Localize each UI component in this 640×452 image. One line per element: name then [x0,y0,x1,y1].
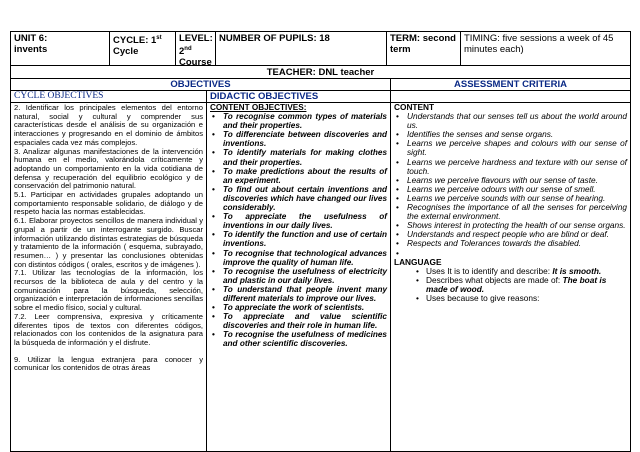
objectives-heading [11,78,390,90]
language-text: Uses It is to identify and describe: [426,265,551,276]
term-cell [386,32,460,65]
unit-value: invents [14,44,48,55]
content-criteria [394,112,627,257]
assessment-subheading-blank [390,90,630,102]
content-criterion: • Learns we perceive odours with our sense of smell. [407,185,627,194]
cycle-objective: 7.2. Leer comprensiva, expresiva y críticamente diferentes tipos de textos con diferentes códigos, relacionados con los contenidos de la asignatura para la búsqueda de información y el disfrute. [14,311,203,347]
didactic-item: • To identify materials for making clothes and their properties. [223,148,387,166]
language-criteria [394,267,627,303]
timing-cell [460,32,630,65]
didactic-item: • To recognise the usefulness of medicines and other scientific discoveries. [223,330,387,348]
level-value: Course [179,57,212,65]
content-criterion: • Identifies the senses and sense organs. [407,130,627,139]
didactic-objectives-heading-text: DIDACTIC OBJECTIVES [210,91,319,102]
objectives-heading-text: OBJECTIVES [170,79,231,90]
cycle-objectives-list [11,102,206,451]
cycle-value: Cycle [113,46,139,58]
content-criterion: • Learns we perceive hardness and texture with our sense of touch. [407,158,627,176]
cycle-objective: 2. Identificar los principales elementos del entorno natural, social y cultural y comprender sus características desde el análisis de su organización e interacciones y progresando en el dominio de ámbitos espaciales cada vez más complejos. [14,103,203,147]
timing-text: TIMING: five sessions a week of 45 minutes each) [464,33,614,55]
didactic-item: • To appreciate the usefulness of inventions in our daily lives. [223,212,387,230]
content-criterion: • Learns we perceive shapes and colours with our sense of sight. [407,139,627,157]
content-criterion: • Respects and Tolerances towards the disabled. [407,239,627,248]
didactic-items [210,112,387,348]
didactic-item: • To appreciate the work of scientists. [223,303,387,312]
assessment-heading-text: ASSESSMENT CRITERIA [454,79,567,90]
cycle-objectives-heading-text: CYCLE OBJECTIVES [14,91,104,101]
lesson-plan-table [10,31,631,452]
didactic-item: • To find out about certain inventions and discoveries which have changed our lives considerably. [223,185,387,212]
term-value: term [390,44,411,55]
cycle-label: CYCLE: 1st [113,35,162,47]
language-example: The boat is made of wood. [426,274,607,294]
cycle-objective: 7.1. Utilizar las tecnologías de la información, los recursos de la biblioteca de aula y del centro y la comunicación para la búsqueda, selección, organización e interpretación de informaciones sencillas sobre el medio físico, social y cultural. [14,268,203,313]
didactic-item: • To make predictions about the results of an experiment. [223,167,387,185]
cycle-objective: 5.1. Participar en actividades grupales adoptando un comportamiento responsable solidario, de diálogo y de respeto hacia las normas establecidas. [14,190,203,217]
cycle-cell [109,32,175,65]
level-label: LEVEL: 2nd [179,33,213,58]
didactic-objectives-heading [206,90,390,102]
didactic-item: • To recognise the usefulness of electricity and plastic in our daily lives. [223,267,387,285]
didactic-objectives-list [206,102,390,451]
content-criterion: • Understands that our senses tell us about the world around us. [407,112,627,130]
content-criterion [407,249,627,258]
pupils-count: NUMBER OF PUPILS: 18 [219,33,330,44]
didactic-item: • To differenciate between discoveries and inventions. [223,130,387,148]
content-criterion: • Recognises the importance of all the senses for perceiving the external environment. [407,203,627,221]
language-text: Describes what objects are made of: [426,274,561,285]
didactic-item: • To understand that people invent many different materials to improve our lives. [223,285,387,303]
didactic-item: • To recognise common types of materials and their properties. [223,112,387,130]
content-criterion: • Learns we perceive flavours with our sense of taste. [407,176,627,185]
cycle-objectives-heading [11,90,206,102]
unit-label: UNIT 6: [14,33,48,44]
didactic-item: • To recognise that technological advances improve the quality of human life. [223,249,387,267]
content-objectives-title: CONTENT OBJECTIVES: [210,103,307,112]
teacher-row [11,65,630,78]
language-title: LANGUAGE [394,256,442,267]
content-criterion: • Shows interest in protecting the health of our sense organs. [407,221,627,230]
cycle-objective: 3. Analizar algunas manifestaciones de la intervención humana en el medio, valorándola críticamente y adoptando un comportamiento en la vida cotidiana de defensa y recuperación del equilibrio ecológico y de conservación del patrimonio natural. [14,146,203,191]
cycle-objective: 6.1. Elaborar proyectos sencillos de manera individual y grupal a partir de un interrogante surgido. Buscar información utilizando distintas estrategias de búsqueda y tratamiento de la información ( esquema, subrayado, resumen… ) y presentar las conclusiones obtenidas con distintos códigos ( orales, escritos y de imágenes ). [14,216,203,269]
language-example: It is smooth. [552,265,602,276]
didactic-item: • To appreciate and value scientific discoveries and their role in human life. [223,312,387,330]
content-criterion: • Understands and respect people who are blind or deaf. [407,230,627,239]
cycle-objective: 9. Utilizar la lengua extranjera para conocer y comunicar los contenidos de otras áreas [14,354,203,373]
pupils-cell [215,32,386,65]
language-criterion [426,276,627,294]
level-cell [175,32,215,65]
didactic-item: • To identify the function and use of certain inventions. [223,230,387,248]
content-title: CONTENT [394,102,435,112]
language-text: Uses because to give reasons: [426,292,540,303]
assessment-heading [390,78,630,90]
teacher-name: TEACHER: DNL teacher [266,67,375,78]
language-criterion [426,294,627,303]
assessment-criteria-list [390,102,630,451]
unit-cell [11,32,109,65]
content-criterion: • Learns we perceive sounds with our sense of hearing. [407,194,627,203]
term-label: TERM: second [390,33,456,44]
